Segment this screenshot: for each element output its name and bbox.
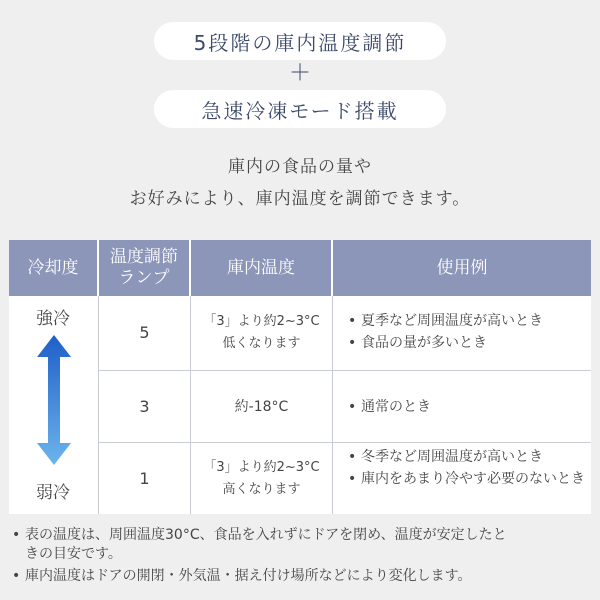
list-item: • 夏季など周囲温度が高いとき [343,312,591,331]
footnote-1: • 表の温度は、周囲温度30°C、食品を入れずにドアを閉め、温度が安定したときの目安です。 [12,526,515,564]
feature-pill-temperature [154,22,446,60]
temperature-table [9,240,591,514]
list-item: • 食品の量が多いとき [343,334,591,353]
header-cooling: 冷却度 [9,240,97,296]
footnote-2: • 庫内温度はドアの開閉・外気温・据え付け場所などにより変化します。 [12,567,592,586]
cooling-strong-label: 強冷 [36,309,70,329]
header-temperature: 庫内温度 [191,240,331,296]
header-usage: 使用例 [333,240,591,296]
table-row-1-lamp: 5 [139,323,150,342]
cooling-weak-label: 弱冷 [36,483,70,503]
table-row-3-temp: 「3」より約2~3°C 高くなります [203,459,320,497]
double-arrow-icon [37,335,71,465]
intro-line-2: お好みにより、庫内温度を調節できます。 [129,189,471,209]
header-lamp: 温度調節ランプ [99,240,189,296]
table-row-3-lamp: 1 [139,468,150,488]
footnotes [12,526,592,586]
plus-sign: ＋ [288,61,311,86]
table-row-2-lamp: 3 [139,396,150,416]
feature-pill-quick-freeze [154,90,446,128]
table-row-3-uses [343,448,591,492]
table-row-1-temp: 「3」より約2~3°C 低くなります [203,314,320,351]
table-row-1-uses [343,312,591,356]
list-item: • 通常のとき [343,398,591,417]
intro-line-1: 庫内の食品の量や [228,157,372,177]
list-item: • 庫内をあまり冷やす必要のないとき [343,470,591,489]
feature-temperature-text: 5段階の庫内温度調節 [193,30,407,55]
list-item: • 冬季など周囲温度が高いとき [343,448,591,467]
table-row-2-uses [343,398,591,420]
feature-quick-freeze-text: 急速冷凍モード搭載 [201,98,399,123]
divider [332,296,333,514]
table-row-2-temp: 約-18°C [234,398,289,415]
